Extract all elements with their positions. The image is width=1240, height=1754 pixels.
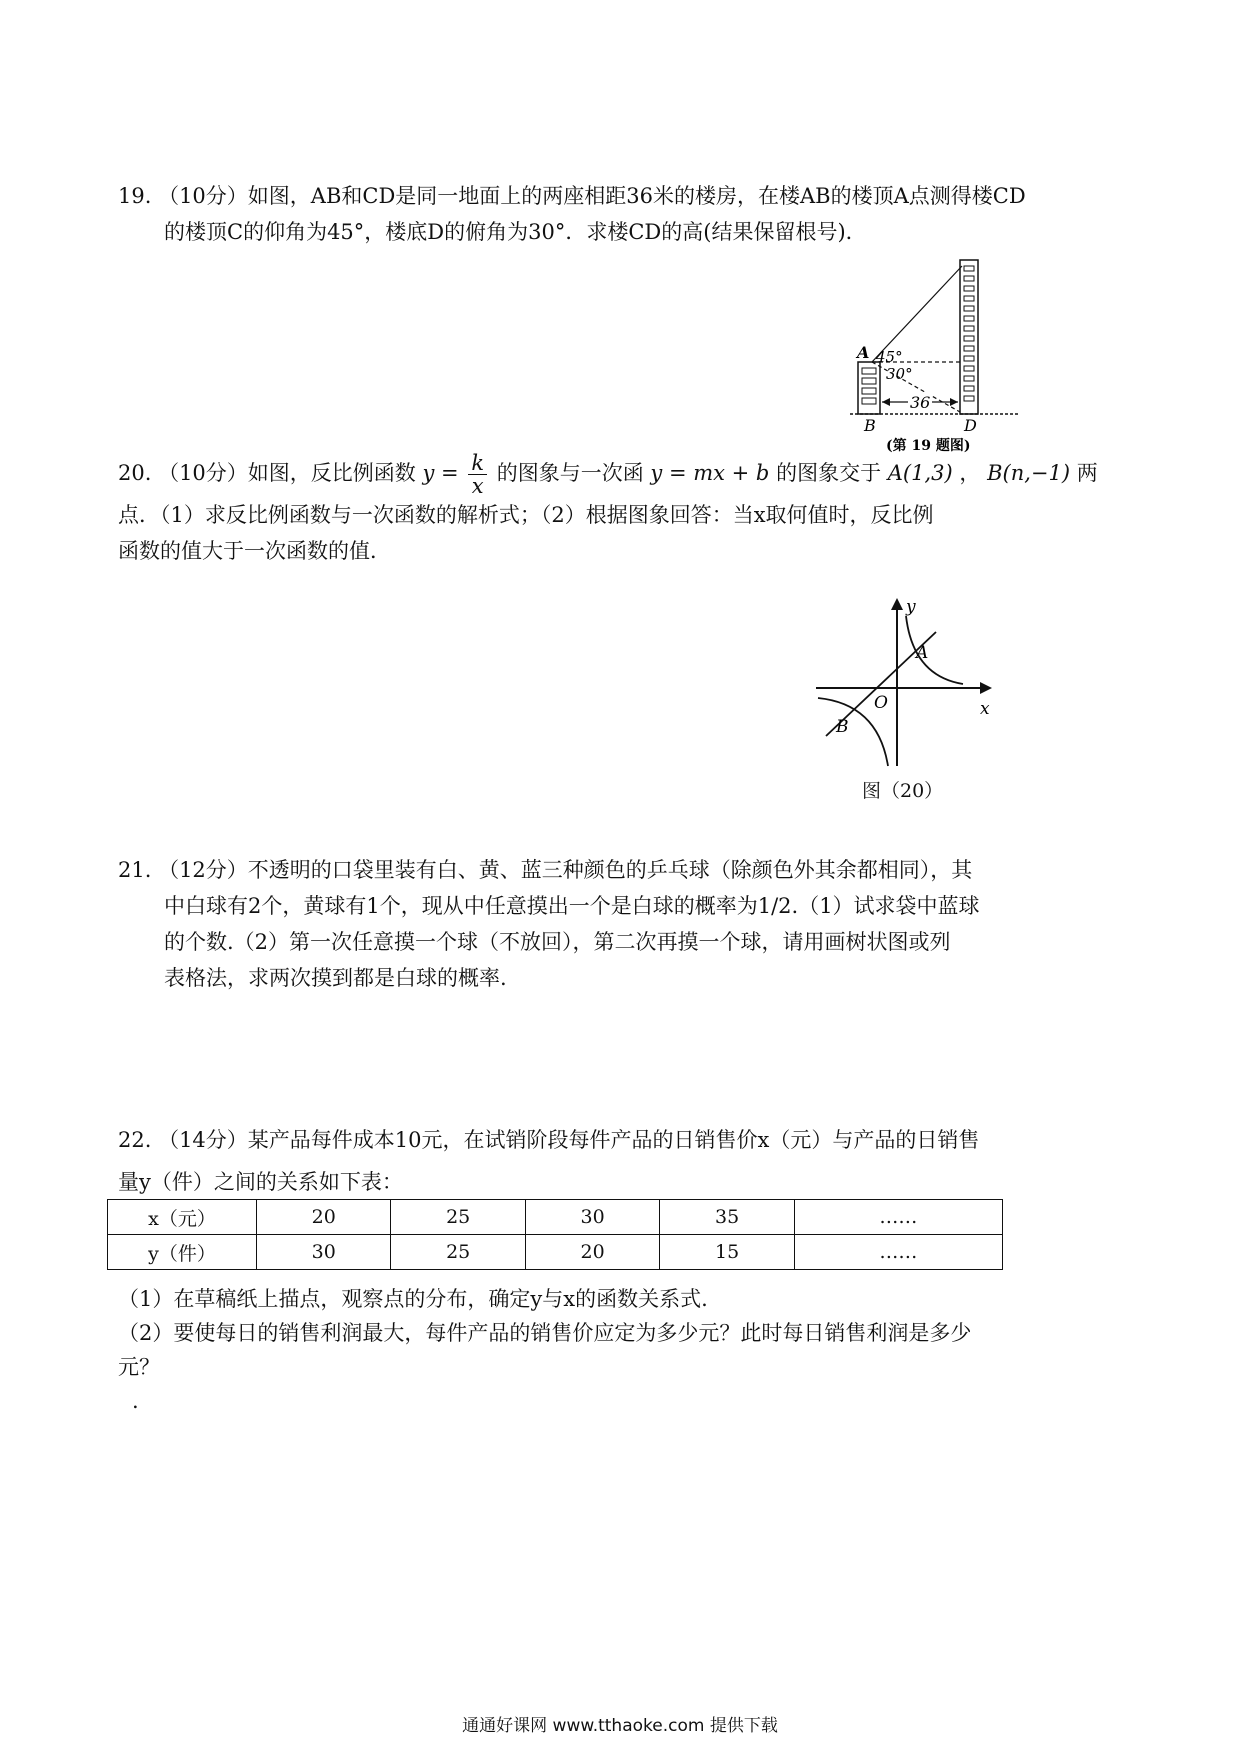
fig19-caption: (第 19 题图) xyxy=(886,438,971,454)
q21-line2: 中白球有2个，黄球有1个，现从中任意摸出一个是白球的概率为1/2.（1）试求袋中蓝球 xyxy=(164,894,980,918)
fig20-label-a: A xyxy=(916,643,929,663)
q20-yeq: y = xyxy=(422,461,459,485)
q19-line2: 的楼顶C的仰角为45°，楼底D的俯角为30°．求楼CD的高(结果保留根号)． xyxy=(164,220,867,244)
question-20 xyxy=(118,452,1128,569)
q22-line1: 22. （14分）某产品每件成本10元，在试销阶段每件产品的日销售价x（元）与产品的日销售 xyxy=(118,1128,980,1152)
fig19-angle-45: 45° xyxy=(876,348,903,366)
table-cell: 35 xyxy=(660,1200,794,1235)
question-19 xyxy=(118,178,1128,250)
fig20-caption: 图（20） xyxy=(862,780,944,802)
q22-sub1: （1）在草稿纸上描点，观察点的分布，确定y与x的函数关系式. xyxy=(118,1287,708,1311)
table-cell: 15 xyxy=(660,1235,794,1270)
table-cell: 25 xyxy=(391,1235,525,1270)
table-cell: 30 xyxy=(525,1200,659,1235)
q21-line4: 表格法，求两次摸到都是白球的概率. xyxy=(164,966,507,990)
q22-dot: . xyxy=(132,1389,139,1413)
table-row xyxy=(108,1200,1003,1235)
table-cell: 30 xyxy=(257,1235,391,1270)
q22-sub2a: （2）要使每日的销售利润最大，每件产品的销售价应定为多少元？此时每日销售利润是多少 xyxy=(118,1321,972,1345)
q21-line1: 21. （12分）不透明的口袋里装有白、黄、蓝三种颜色的乒乓球（除颜色外其余都相同），其 xyxy=(118,858,973,882)
q20-fraction: $\frac{k}{x}$ xyxy=(468,452,487,497)
fig19-label-d: D xyxy=(964,416,977,435)
table-cell: y（件） xyxy=(108,1235,257,1270)
figure-20-graph xyxy=(808,596,998,776)
table-cell: 20 xyxy=(525,1235,659,1270)
q19-line1: 19. （10分）如图，AB和CD是同一地面上的两座相距36米的楼房，在楼AB的楼顶A点测得楼CD xyxy=(118,184,1026,208)
q21-line3: 的个数.（2）第一次任意摸一个球（不放回），第二次再摸一个球，请用画树状图或列 xyxy=(164,930,951,954)
question-21 xyxy=(118,852,1128,996)
fig20-label-y: y xyxy=(906,597,916,617)
fig20-label-x: x xyxy=(980,699,990,719)
q22-sub2b: 元？ xyxy=(118,1355,160,1379)
q20-line1: 20. （10分）如图，反比例函数 y = $\frac{k}{x}$ 的图象与一次函 y = mx + b 的图象交于 A(1,3) ， B(n,−1) 两 xyxy=(118,451,1098,498)
fig20-label-o: O xyxy=(874,693,888,713)
table-cell: 25 xyxy=(391,1200,525,1235)
table-cell: …… xyxy=(794,1200,1002,1235)
q20-line3: 函数的值大于一次函数的值． xyxy=(118,539,391,563)
table-cell: 20 xyxy=(257,1200,391,1235)
q22-subquestions xyxy=(118,1282,1128,1418)
table-cell: x（元） xyxy=(108,1200,257,1235)
fig19-angle-30: 30° xyxy=(886,365,913,383)
fig19-label-b: B xyxy=(864,416,876,435)
table-cell: …… xyxy=(794,1235,1002,1270)
table-row xyxy=(108,1235,1003,1270)
q20-line2: 点．（1）求反比例函数与一次函数的解析式；（2）根据图象回答：当x取何值时，反比例 xyxy=(118,503,934,527)
fig19-distance: 36 xyxy=(910,393,931,412)
question-22 xyxy=(118,1122,1128,1200)
price-sales-table xyxy=(107,1199,1003,1270)
fig19-label-a: A xyxy=(857,343,870,362)
footer-credit: 通通好课网 www.tthaoke.com 提供下载 xyxy=(462,1716,778,1736)
q22-line2: 量y（件）之间的关系如下表： xyxy=(118,1170,403,1194)
figure-19-buildings xyxy=(850,256,1025,461)
fig20-label-b: B xyxy=(836,717,849,737)
